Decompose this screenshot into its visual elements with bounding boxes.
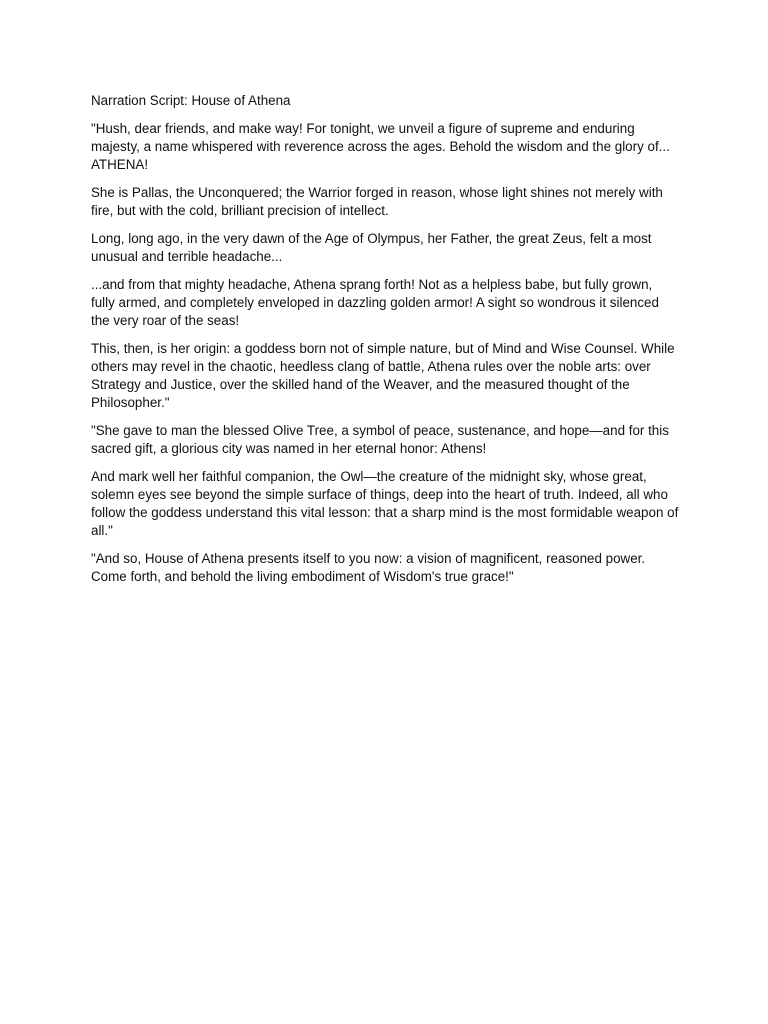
paragraph-5: This, then, is her origin: a goddess born not of simple nature, but of Mind and Wise Counsel. While others may revel in the chaotic, heedless clang of battle, Athena rules over the noble arts: over Strategy and Justice, over the skilled hand of the Weaver, and the measured thought of the Philosopher." [91, 341, 675, 410]
document-title: Narration Script: House of Athena [91, 93, 291, 108]
paragraph-4: ...and from that mighty headache, Athena sprang forth! Not as a helpless babe, but fully grown, fully armed, and completely enveloped in dazzling golden armor! A sight so wondrous it silenced the very roar of the seas! [91, 277, 659, 328]
paragraph-2: She is Pallas, the Unconquered; the Warrior forged in reason, whose light shines not merely with fire, but with the cold, brilliant precision of intellect. [91, 185, 663, 218]
paragraph-6: "She gave to man the blessed Olive Tree, a symbol of peace, sustenance, and hope—and for this sacred gift, a glorious city was named in her eternal honor: Athens! [91, 423, 669, 456]
paragraph-1: "Hush, dear friends, and make way! For tonight, we unveil a figure of supreme and enduring majesty, a name whispered with reverence across the ages. Behold the wisdom and the glory of... ATHENA! [91, 121, 670, 172]
paragraph-7: And mark well her faithful companion, the Owl—the creature of the midnight sky, whose great, solemn eyes see beyond the simple surface of things, deep into the heart of truth. Indeed, all who follow the goddess understand this vital lesson: that a sharp mind is the most formidable weapon of all." [91, 469, 679, 538]
paragraph-3: Long, long ago, in the very dawn of the Age of Olympus, her Father, the great Zeus, felt a most unusual and terrible headache... [91, 231, 652, 264]
document-body [91, 92, 679, 596]
paragraph-8: "And so, House of Athena presents itself to you now: a vision of magnificent, reasoned power. Come forth, and behold the living embodiment of Wisdom's true grace!" [91, 551, 646, 584]
